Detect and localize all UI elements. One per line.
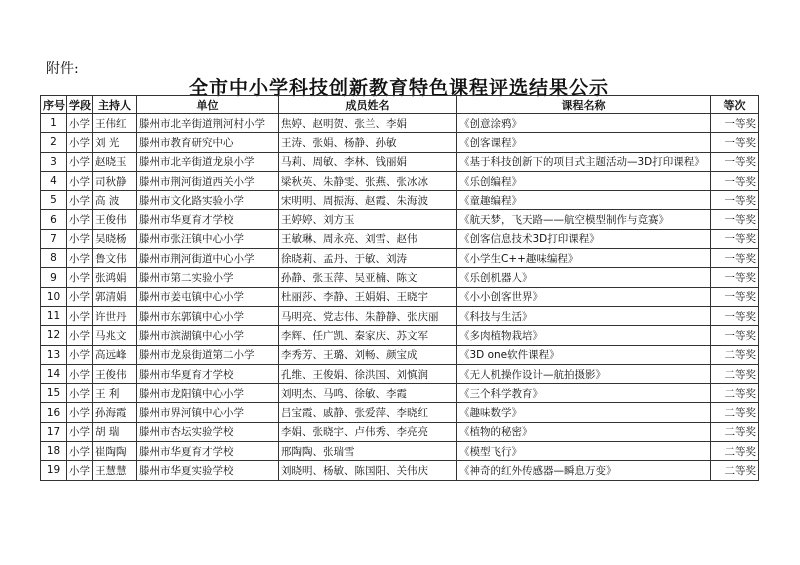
table-row [41,210,759,229]
cell-rank: 一等奖 [711,268,759,287]
table-header-row [41,96,759,114]
cell-host: 王伟红 [93,114,137,133]
cell-unit: 滕州市界河镇中心小学 [137,403,279,422]
cell-unit: 滕州市北辛街道龙泉小学 [137,152,279,171]
cell-members: 李娟、张晓宇、卢伟秀、李亮亮 [279,422,457,441]
cell-unit: 滕州市北辛街道荆河村小学 [137,114,279,133]
cell-rank: 二等奖 [711,345,759,364]
cell-rank: 一等奖 [711,326,759,345]
table-row [41,422,759,441]
cell-host: 郭清娟 [93,287,137,306]
cell-index: 13 [41,345,67,364]
cell-host: 马兆文 [93,326,137,345]
cell-unit: 滕州市滨湖镇中心小学 [137,326,279,345]
cell-host: 王 利 [93,384,137,403]
cell-host: 胡 瑞 [93,422,137,441]
cell-stage: 小学 [67,152,93,171]
cell-members: 马莉、周敏、李林、钱丽娟 [279,152,457,171]
col-header-members: 成员姓名 [279,96,457,114]
cell-stage: 小学 [67,229,93,248]
cell-unit: 滕州市华夏育才学校 [137,364,279,383]
cell-host: 赵晓玉 [93,152,137,171]
cell-host: 王慧慧 [93,461,137,480]
cell-members: 孔维、王俊娟、徐洪国、刘慎润 [279,364,457,383]
cell-stage: 小学 [67,326,93,345]
cell-rank: 一等奖 [711,152,759,171]
col-header-unit: 单位 [137,96,279,114]
cell-index: 10 [41,287,67,306]
results-table [40,95,759,481]
cell-rank: 二等奖 [711,422,759,441]
cell-course: 《3D one软件课程》 [457,345,711,364]
cell-index: 7 [41,229,67,248]
cell-rank: 二等奖 [711,403,759,422]
col-header-host: 主持人 [93,96,137,114]
cell-host: 张鸿娟 [93,268,137,287]
cell-rank: 一等奖 [711,210,759,229]
cell-members: 李秀芳、王璐、刘畅、颜宝成 [279,345,457,364]
cell-rank: 一等奖 [711,287,759,306]
table-row [41,461,759,480]
cell-members: 孙静、张玉萍、吴亚楠、陈文 [279,268,457,287]
cell-course: 《基于科技创新下的项目式主题活动—3D打印课程》 [457,152,711,171]
cell-stage: 小学 [67,442,93,461]
cell-rank: 一等奖 [711,306,759,325]
table-row [41,442,759,461]
cell-course: 《乐创编程》 [457,171,711,190]
cell-course: 《无人机操作设计—航拍摄影》 [457,364,711,383]
cell-stage: 小学 [67,306,93,325]
table-row [41,133,759,152]
cell-index: 15 [41,384,67,403]
cell-host: 鲁文伟 [93,249,137,268]
table-row [41,249,759,268]
cell-members: 梁秋英、朱静雯、张燕、张冰冰 [279,171,457,190]
cell-members: 杜丽莎、李静、王娟娟、王晓宇 [279,287,457,306]
cell-index: 2 [41,133,67,152]
cell-index: 19 [41,461,67,480]
cell-course: 《趣味数学》 [457,403,711,422]
cell-course: 《多肉植物栽培》 [457,326,711,345]
cell-index: 8 [41,249,67,268]
cell-unit: 滕州市张汪镇中心小学 [137,229,279,248]
cell-stage: 小学 [67,114,93,133]
cell-members: 徐晓莉、孟丹、于敏、刘涛 [279,249,457,268]
table-row [41,287,759,306]
table-row [41,114,759,133]
cell-index: 5 [41,191,67,210]
page-title: 全市中小学科技创新教育特色课程评选结果公示 [188,77,609,99]
table-row [41,345,759,364]
cell-rank: 一等奖 [711,249,759,268]
cell-members: 王敏琳、周永亮、刘雪、赵伟 [279,229,457,248]
cell-rank: 二等奖 [711,442,759,461]
cell-course: 《航天梦，飞天路——航空模型制作与竞赛》 [457,210,711,229]
cell-course: 《小学生C++趣味编程》 [457,249,711,268]
cell-index: 18 [41,442,67,461]
cell-index: 12 [41,326,67,345]
cell-course: 《科技与生活》 [457,306,711,325]
cell-members: 刘明杰、马鸣、徐敏、李霞 [279,384,457,403]
table-row [41,364,759,383]
cell-unit: 滕州市东郭镇中心小学 [137,306,279,325]
cell-members: 宋明明、周振海、赵霞、朱海波 [279,191,457,210]
cell-unit: 滕州市龙泉街道第二小学 [137,345,279,364]
attachment-label: 附件: [46,61,79,77]
cell-rank: 一等奖 [711,171,759,190]
cell-stage: 小学 [67,210,93,229]
cell-rank: 一等奖 [711,229,759,248]
cell-stage: 小学 [67,133,93,152]
cell-stage: 小学 [67,249,93,268]
col-header-course: 课程名称 [457,96,711,114]
cell-index: 6 [41,210,67,229]
cell-unit: 滕州市华夏育才学校 [137,210,279,229]
cell-unit: 滕州市第二实验小学 [137,268,279,287]
table-row [41,152,759,171]
cell-host: 王俊伟 [93,210,137,229]
cell-index: 17 [41,422,67,441]
cell-stage: 小学 [67,384,93,403]
table-row [41,326,759,345]
cell-unit: 滕州市杏坛实验学校 [137,422,279,441]
cell-stage: 小学 [67,171,93,190]
cell-course: 《创客课程》 [457,133,711,152]
cell-index: 11 [41,306,67,325]
cell-members: 焦婷、赵明贺、张兰、李娟 [279,114,457,133]
cell-members: 刘晓明、杨敏、陈国阳、关伟庆 [279,461,457,480]
cell-course: 《小小创客世界》 [457,287,711,306]
cell-host: 许世丹 [93,306,137,325]
cell-stage: 小学 [67,191,93,210]
cell-unit: 滕州市文化路实验小学 [137,191,279,210]
table-row [41,384,759,403]
cell-members: 马明亮、党志伟、朱静静、张庆丽 [279,306,457,325]
cell-unit: 滕州市荆河街道西关小学 [137,171,279,190]
cell-rank: 二等奖 [711,461,759,480]
cell-unit: 滕州市龙阳镇中心小学 [137,384,279,403]
cell-course: 《童趣编程》 [457,191,711,210]
cell-index: 16 [41,403,67,422]
cell-members: 王婷婷、刘方玉 [279,210,457,229]
cell-members: 邢陶陶、张瑞雪 [279,442,457,461]
table-row [41,268,759,287]
cell-host: 高 波 [93,191,137,210]
cell-unit: 滕州市荆河街道中心小学 [137,249,279,268]
cell-host: 崔陶陶 [93,442,137,461]
cell-unit: 滕州市华夏育才学校 [137,442,279,461]
cell-rank: 一等奖 [711,114,759,133]
cell-course: 《模型飞行》 [457,442,711,461]
cell-host: 刘 光 [93,133,137,152]
col-header-index: 序号 [41,96,67,114]
cell-unit: 滕州市教育研究中心 [137,133,279,152]
cell-index: 9 [41,268,67,287]
cell-index: 3 [41,152,67,171]
cell-unit: 滕州市华夏实验学校 [137,461,279,480]
cell-rank: 二等奖 [711,364,759,383]
cell-index: 4 [41,171,67,190]
cell-rank: 一等奖 [711,191,759,210]
cell-stage: 小学 [67,268,93,287]
table-row [41,171,759,190]
col-header-rank: 等次 [711,96,759,114]
cell-stage: 小学 [67,461,93,480]
cell-index: 14 [41,364,67,383]
cell-course: 《创意涂鸦》 [457,114,711,133]
cell-stage: 小学 [67,422,93,441]
cell-stage: 小学 [67,287,93,306]
cell-members: 吕宝霞、戚静、张爱萍、李晓红 [279,403,457,422]
cell-host: 司秋静 [93,171,137,190]
cell-stage: 小学 [67,345,93,364]
cell-course: 《神奇的红外传感器—瞬息万变》 [457,461,711,480]
table-row [41,403,759,422]
cell-stage: 小学 [67,364,93,383]
cell-host: 王俊伟 [93,364,137,383]
cell-host: 孙海霞 [93,403,137,422]
cell-index: 1 [41,114,67,133]
cell-unit: 滕州市姜屯镇中心小学 [137,287,279,306]
cell-host: 吴晓杨 [93,229,137,248]
col-header-stage: 学段 [67,96,93,114]
cell-stage: 小学 [67,403,93,422]
cell-course: 《三个科学教育》 [457,384,711,403]
cell-members: 王涛、张娟、杨静、孙敏 [279,133,457,152]
table-row [41,191,759,210]
cell-course: 《植物的秘密》 [457,422,711,441]
cell-host: 高远峰 [93,345,137,364]
cell-course: 《创客信息技术3D打印课程》 [457,229,711,248]
table-row [41,306,759,325]
cell-rank: 二等奖 [711,384,759,403]
cell-rank: 一等奖 [711,133,759,152]
cell-members: 李辉、任广凯、秦家庆、苏文军 [279,326,457,345]
table-row [41,229,759,248]
cell-course: 《乐创机器人》 [457,268,711,287]
